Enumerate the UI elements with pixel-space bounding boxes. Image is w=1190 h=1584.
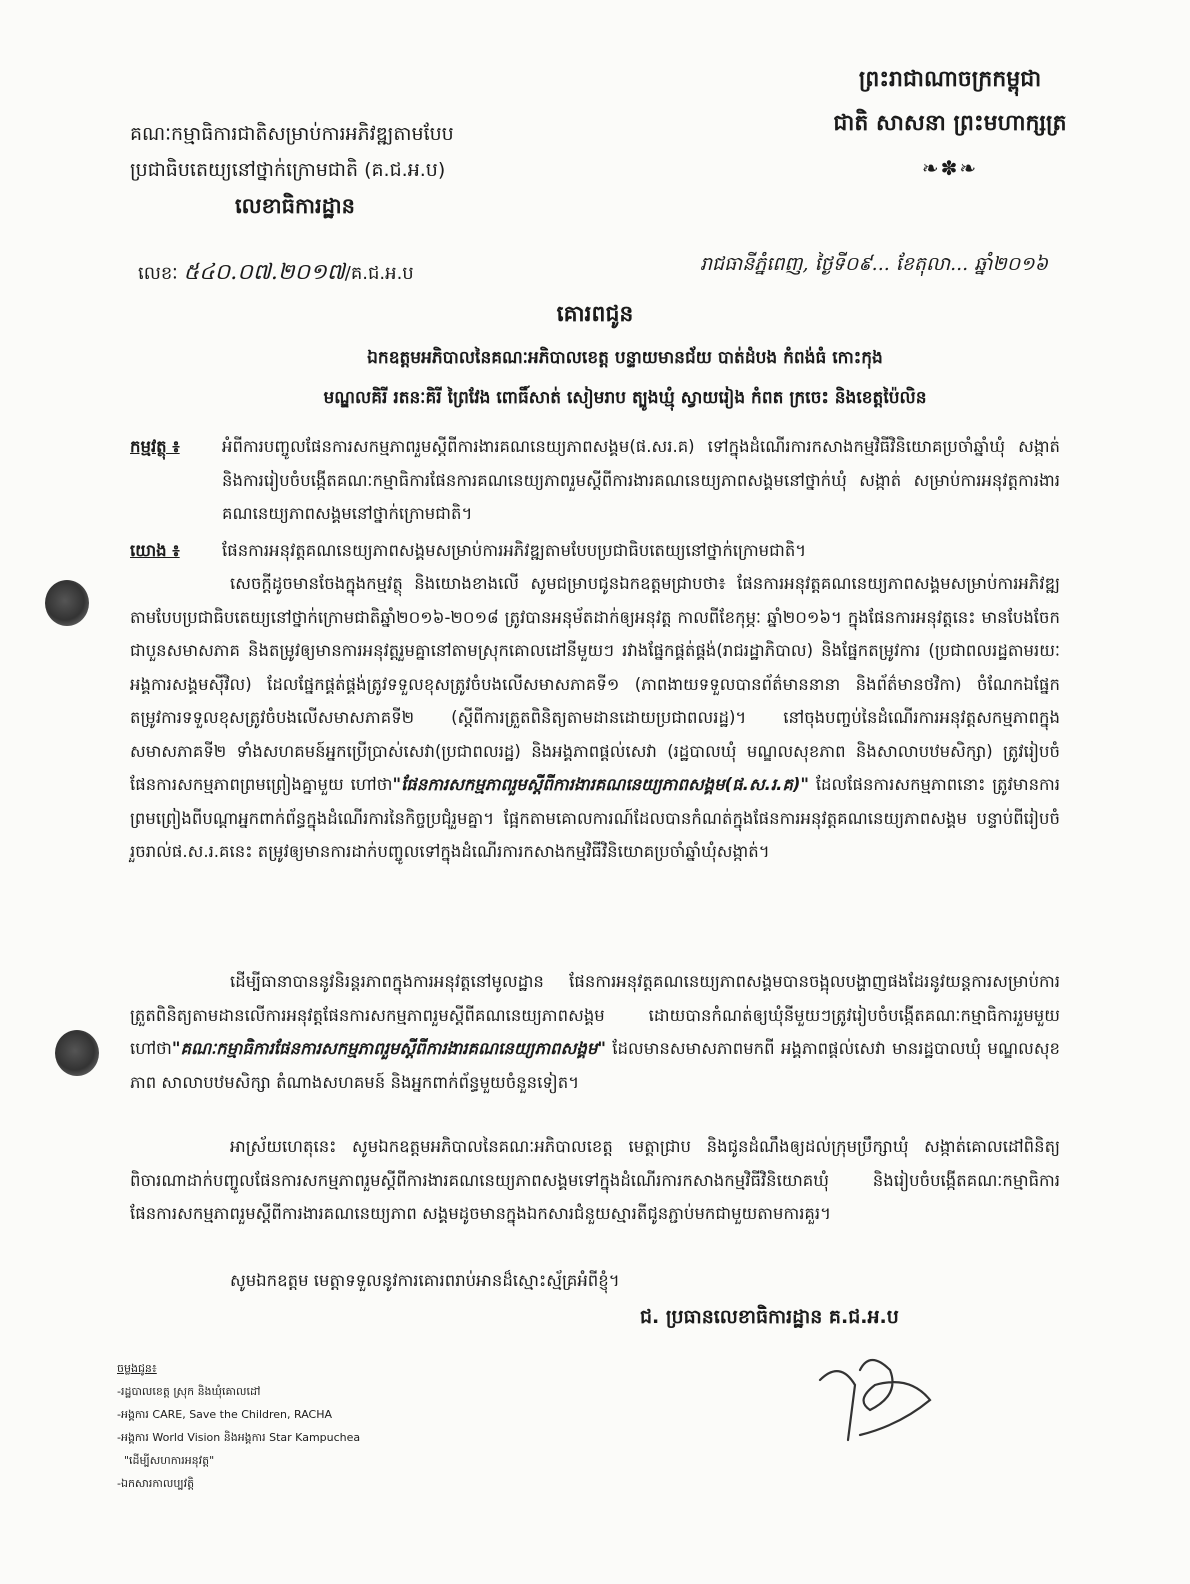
national-motto: ជាតិ សាសនា ព្រះមហាក្សត្រ — [833, 111, 1067, 136]
body-paragraph-3: អាស្រ័យហេតុនេះ សូមឯកឧត្តមអភិបាលនៃគណៈអភិបាលខេត្ត មេត្តាជ្រាប និងជូនដំណឹងឲ្យដល់ក្រុមប្រឹក្សាឃុំ សង្កាត់គោលដៅពិនិត្យ ពិចារណាដាក់បញ្ចូលផែនការសកម្មភាពរួមស្តីពីការងារគណនេយ្យភាពសង្គមទៅក្នុងដំណើរការកសាងកម្មវិធីវិនិយោគឃុំ និងរៀបចំបង្កើតគណៈកម្មាធិការផែនការសកម្មភាពរួមស្តីពីការងារគណនេយ្យភាព សង្គមដូចមានក្នុងឯកសារជំនួយស្មារតីជូនភ្ជាប់មកជាមួយតាមការគួរ។ — [130, 1137, 1060, 1223]
ref-suffix: /គ.ជ.អ.ប — [344, 263, 414, 284]
cc-item: "ដើម្បីសហការអនុវត្ត" — [117, 1454, 215, 1467]
cc-item: -ឯកសារកាលប្បវត្តិ — [117, 1477, 195, 1490]
recipient-line1: ឯកឧត្តមអភិបាលនៃគណៈអភិបាលខេត្ត បន្ទាយមានជ័យ បាត់ដំបង កំពង់ធំ កោះកុង — [367, 348, 883, 368]
org-name-line2: ប្រជាធិបតេយ្យនៅថ្នាក់ក្រោមជាតិ (គ.ជ.អ.ប) — [130, 159, 446, 181]
reference-number — [138, 258, 414, 290]
kingdom-name: ព្រះរាជាណាចក្រកម្ពុជា — [858, 67, 1042, 92]
cc-item: -រដ្ឋបាលខេត្ត ស្រុក និងឃុំគោលដៅ — [117, 1385, 261, 1398]
kingdom-header — [760, 58, 1140, 190]
para1-text-b: ដែលផែនការសកម្មភាពនោះ ត្រូវមានការព្រមព្រៀងពីបណ្តាអ្នកពាក់ព័ន្ធក្នុងដំណើរការនៃកិច្ចប្រជុំរួមគ្នា។ ផ្អែកតាមគោលការណ៍ដែលបានកំណត់ក្នុងផែនការអនុវត្តគណនេយ្យភាពសង្គម បន្ទាប់ពីរៀបចំរួចរាល់ផ.ស.រ.គនេះ តម្រូវឲ្យមានការដាក់បញ្ចូលទៅក្នុងដំណើរការកសាងកម្មវិធីវិនិយោគប្រចាំឆ្នាំឃុំសង្កាត់។ — [130, 775, 1060, 861]
punch-hole — [45, 580, 89, 626]
para2-emphasis: "គណៈកម្មាធិការផែនការសកម្មភាពរួមស្តីពីការងារគណនេយ្យភាពសង្គម" — [171, 1039, 606, 1058]
subject-label: កម្មវត្ថុ ៖ — [130, 437, 180, 456]
reference-text: ផែនការអនុវត្តគណនេយ្យភាពសង្គមសម្រាប់ការអភិវឌ្ឍតាមបែបប្រជាធិបតេយ្យនៅថ្នាក់ក្រោមជាតិ។ — [222, 541, 807, 560]
subject-section — [130, 430, 1060, 531]
body-paragraph-1 — [130, 567, 1060, 869]
reference-section — [130, 534, 1060, 568]
org-name-line1: គណៈកម្មាធិការជាតិសម្រាប់ការអភិវឌ្ឍតាមបែប — [130, 123, 454, 145]
cc-item: -អង្គការ World Vision និងអង្គការ Star Kampuchea — [117, 1431, 361, 1444]
body-paragraph-2 — [130, 965, 1060, 1099]
date-line: រាជធានីភ្នំពេញ, ថ្ងៃទី០៩... ខែតុលា... ឆ្នាំ២០១៦ — [700, 253, 1048, 275]
para2-text-b: ដែលមានសមាសភាពមកពី អង្គភាពផ្តល់សេវា មានរដ្ឋបាលឃុំ មណ្ឌលសុខភាព សាលាបឋមសិក្សា តំណាងសហគមន៍ និងអ្នកពាក់ព័ន្ធមួយចំនួនទៀត។ — [130, 1039, 1060, 1092]
letter-title: គោរពជូន — [556, 302, 634, 327]
signature-icon — [800, 1340, 950, 1450]
cc-title: ចម្លងជូន៖ — [117, 1362, 157, 1375]
para1-text-a: សេចក្តីដូចមានចែងក្នុងកម្មវត្ថុ និងយោងខាងលើ សូមជម្រាបជូនឯកឧត្តមជ្រាបថា៖ ផែនការអនុវត្តគណនេយ្យភាពសង្គមសម្រាប់ការអភិវឌ្ឍតាមបែបប្រជាធិបតេយ្យនៅថ្នាក់ក្រោមជាតិឆ្នាំ២០១៦-២០១៨ ត្រូវបានអនុម័តដាក់ឲ្យអនុវត្ត កាលពីខែកុម្ភៈ ឆ្នាំ២០១៦។ ក្នុងផែនការអនុវត្តនេះ មានបែងចែកជាបួនសមាសភាគ និងតម្រូវឲ្យមានការអនុវត្តរួមគ្នានៅតាមស្រុកគោលដៅនីមួយៗ រវាងផ្នែកផ្គត់ផ្គង់(រាជរដ្ឋាភិបាល) និងផ្នែកតម្រូវការ (ប្រជាពលរដ្ឋតាមរយៈអង្គការសង្គមស៊ីវិល) ដែលផ្នែកផ្គត់ផ្គង់ត្រូវទទួលខុសត្រូវចំបងលើសមាសភាគទី១ (ភាពងាយទទួលបានព័ត៌មាននានា និងព័ត៌មានថវិកា) ចំណែកឯផ្នែកតម្រូវការទទួលខុសត្រូវចំបងលើសមាសភាគទី២ (ស្តីពីការត្រួតពិនិត្យតាមដានដោយប្រជាពលរដ្ឋ)។ នៅចុងបញ្ចប់នៃដំណើរការអនុវត្តសកម្មភាពក្នុងសមាសភាគទី២ ទាំងសហគមន៍អ្នកប្រើប្រាស់សេវា(ប្រជាពលរដ្ឋ) និងអង្គភាពផ្តល់សេវា (រដ្ឋបាលឃុំ មណ្ឌលសុខភាព និងសាលាបឋមសិក្សា) ត្រូវរៀបចំផែនការសកម្មភាពព្រមព្រៀងគ្នាមួយ ហៅថា — [130, 574, 1060, 794]
ref-number-handwritten: ៥៤០.០៧.២០១៧ — [183, 260, 345, 285]
organization-block — [130, 116, 530, 224]
cc-item: -អង្គការ CARE, Save the Children, RACHA — [117, 1408, 332, 1421]
reference-label: យោង ៖ — [130, 541, 180, 560]
punch-hole — [55, 1030, 99, 1076]
para1-emphasis: "ផែនការសកម្មភាពរួមស្តីពីការងារគណនេយ្យភាពសង្គម(ផ.ស.រ.គ)" — [392, 775, 809, 794]
closing-line: សូមឯកឧត្តម មេត្តាទទួលនូវការគោរពរាប់អានដ៏ស្មោះស្ម័គ្រអំពីខ្ញុំ។ — [230, 1271, 620, 1290]
ref-label: លេខៈ — [138, 263, 178, 284]
signatory-title: ជ. ប្រធានលេខាធិការដ្ឋាន គ.ជ.អ.ប — [640, 1306, 899, 1328]
subject-text: អំពីការបញ្ចូលផែនការសកម្មភាពរួមស្តីពីការងារគណនេយ្យភាពសង្គម(ផ.សរ.គ) ទៅក្នុងដំណើរការកសាងកម្មវិធីវិនិយោគប្រចាំឆ្នាំឃុំ សង្កាត់ និងការរៀបចំបង្កើតគណៈកម្មាធិការផែនការគណនេយ្យភាពរួមស្តីពីការងារគណនេយ្យភាពសង្គមនៅថ្នាក់ឃុំ សង្កាត់ សម្រាប់ការអនុវត្តការងារគណនេយ្យភាពសង្គមនៅថ្នាក់ក្រោមជាតិ។ — [222, 437, 1060, 523]
ornament-icon: ❧✽❧ — [921, 156, 979, 180]
cc-list — [117, 1357, 360, 1495]
recipient-line2: មណ្ឌលគិរី រតនៈគិរី ព្រៃវែង ពោធិ៍សាត់ សៀមរាប ត្បូងឃ្មុំ ស្វាយរៀង កំពត ក្រចេះ និងខេត្តប៉ៃលិន — [323, 388, 927, 408]
para2-text-a: ដើម្បីធានាបាននូវនិរន្តរភាពក្នុងការអនុវត្តនៅមូលដ្ឋាន ផែនការអនុវត្តគណនេយ្យភាពសង្គមបានចង្អុលបង្ហាញផងដែរនូវយន្តការសម្រាប់ការត្រួតពិនិត្យតាមដានលើការអនុវត្តផែនការសកម្មភាពរួមស្តីពីគណនេយ្យភាពសង្គម ដោយបានកំណត់ឲ្យឃុំនីមួយៗត្រូវរៀបចំបង្កើតគណៈកម្មាធិការរួមមួយហៅថា — [130, 972, 1060, 1058]
department-name: លេខាធិការដ្ឋាន — [235, 194, 355, 218]
